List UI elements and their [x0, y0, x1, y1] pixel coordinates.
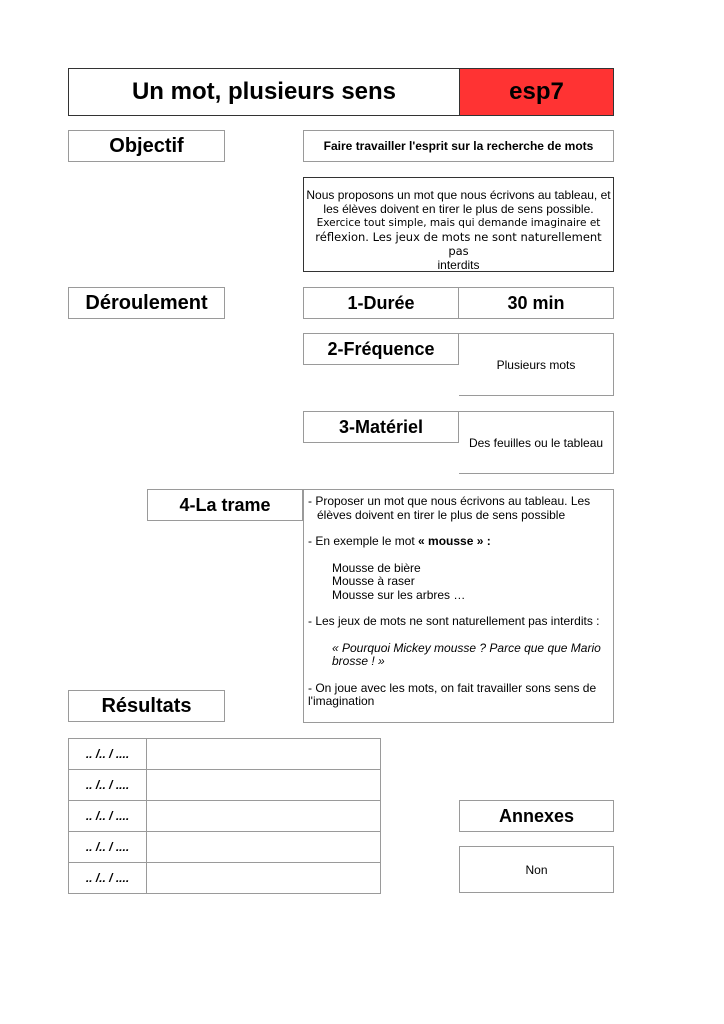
annexes-heading — [459, 800, 614, 832]
annexes-value — [459, 846, 614, 893]
description-line: Nous proposons un mot que nous écrivons au tableau, et — [306, 188, 611, 202]
date-cell[interactable]: .. /.. / .... — [69, 863, 147, 894]
date-cell[interactable]: .. /.. / .... — [69, 832, 147, 863]
resultats-heading — [68, 690, 225, 722]
materiel-value — [459, 411, 614, 474]
table-row — [69, 863, 381, 894]
description-line: Exercice tout simple, mais qui demande imaginaire et — [316, 217, 601, 229]
table-row — [69, 739, 381, 770]
objectif-summary — [303, 130, 614, 162]
materiel-label — [303, 411, 459, 443]
objectif-heading-text: Objectif — [109, 134, 184, 157]
example-item: Mousse de bière — [332, 560, 421, 575]
example-item: Mousse sur les arbres … — [332, 587, 466, 602]
date-cell[interactable]: .. /.. / .... — [69, 739, 147, 770]
table-row — [69, 832, 381, 863]
trame-quote: « Pourquoi Mickey mousse ? Parce que que Mario brosse ! » — [332, 640, 601, 668]
note-cell[interactable] — [147, 770, 381, 801]
resultats-heading-text: Résultats — [101, 694, 192, 717]
duree-value-text: 30 min — [507, 292, 565, 313]
date-cell[interactable]: .. /.. / .... — [69, 801, 147, 832]
note-cell[interactable] — [147, 832, 381, 863]
duree-label-text: 1-Durée — [347, 292, 415, 313]
annexes-value-text: Non — [525, 862, 548, 877]
note-cell[interactable] — [147, 863, 381, 894]
page-title — [68, 68, 459, 116]
deroulement-heading-text: Déroulement — [85, 291, 208, 314]
deroulement-heading — [68, 287, 225, 319]
note-cell[interactable] — [147, 739, 381, 770]
annexes-heading-text: Annexes — [498, 805, 575, 826]
table-row — [69, 801, 381, 832]
description-line: interdits — [437, 258, 480, 272]
trame-example-word: « mousse » : — [418, 534, 491, 548]
title-text: Un mot, plusieurs sens — [131, 78, 397, 105]
duree-label — [303, 287, 459, 319]
table-row — [69, 770, 381, 801]
activity-code-badge — [459, 68, 614, 116]
materiel-value-text: Des feuilles ou le tableau — [468, 435, 604, 450]
trame-example-prefix: - En exemple le mot — [308, 534, 419, 548]
results-table — [68, 738, 381, 894]
frequence-label-text: 2-Fréquence — [327, 338, 435, 359]
trame-label-text: 4-La trame — [179, 494, 271, 515]
date-cell[interactable]: .. /.. / .... — [69, 770, 147, 801]
materiel-label-text: 3-Matériel — [338, 416, 424, 437]
frequence-value-text: Plusieurs mots — [496, 357, 576, 372]
trame-content — [303, 489, 614, 723]
trame-example-intro — [308, 535, 607, 549]
trame-label — [147, 489, 303, 521]
code-text: esp7 — [509, 78, 564, 105]
trame-paragraph: - Proposer un mot que nous écrivons au tableau. Les élèves doivent en tirer le plus de sens possible — [308, 494, 591, 522]
frequence-value — [459, 333, 614, 396]
trame-paragraph: - Les jeux de mots ne sont naturellement pas interdits : — [308, 614, 600, 628]
objectif-heading — [68, 130, 225, 162]
objectif-summary-text: Faire travailler l'esprit sur la recherche de mots — [323, 139, 594, 153]
frequence-label — [303, 333, 459, 365]
duree-value — [459, 287, 614, 319]
description-line: les élèves doivent en tirer le plus de sens possible. — [323, 202, 594, 216]
trame-examples — [308, 562, 607, 603]
trame-paragraph: - On joue avec les mots, on fait travailler sons sens de l'imagination — [308, 680, 597, 708]
description-line: réflexion. Les jeux de mots ne sont naturellement pas — [315, 230, 602, 258]
objectif-description — [303, 177, 614, 272]
note-cell[interactable] — [147, 801, 381, 832]
example-item: Mousse à raser — [332, 574, 415, 588]
